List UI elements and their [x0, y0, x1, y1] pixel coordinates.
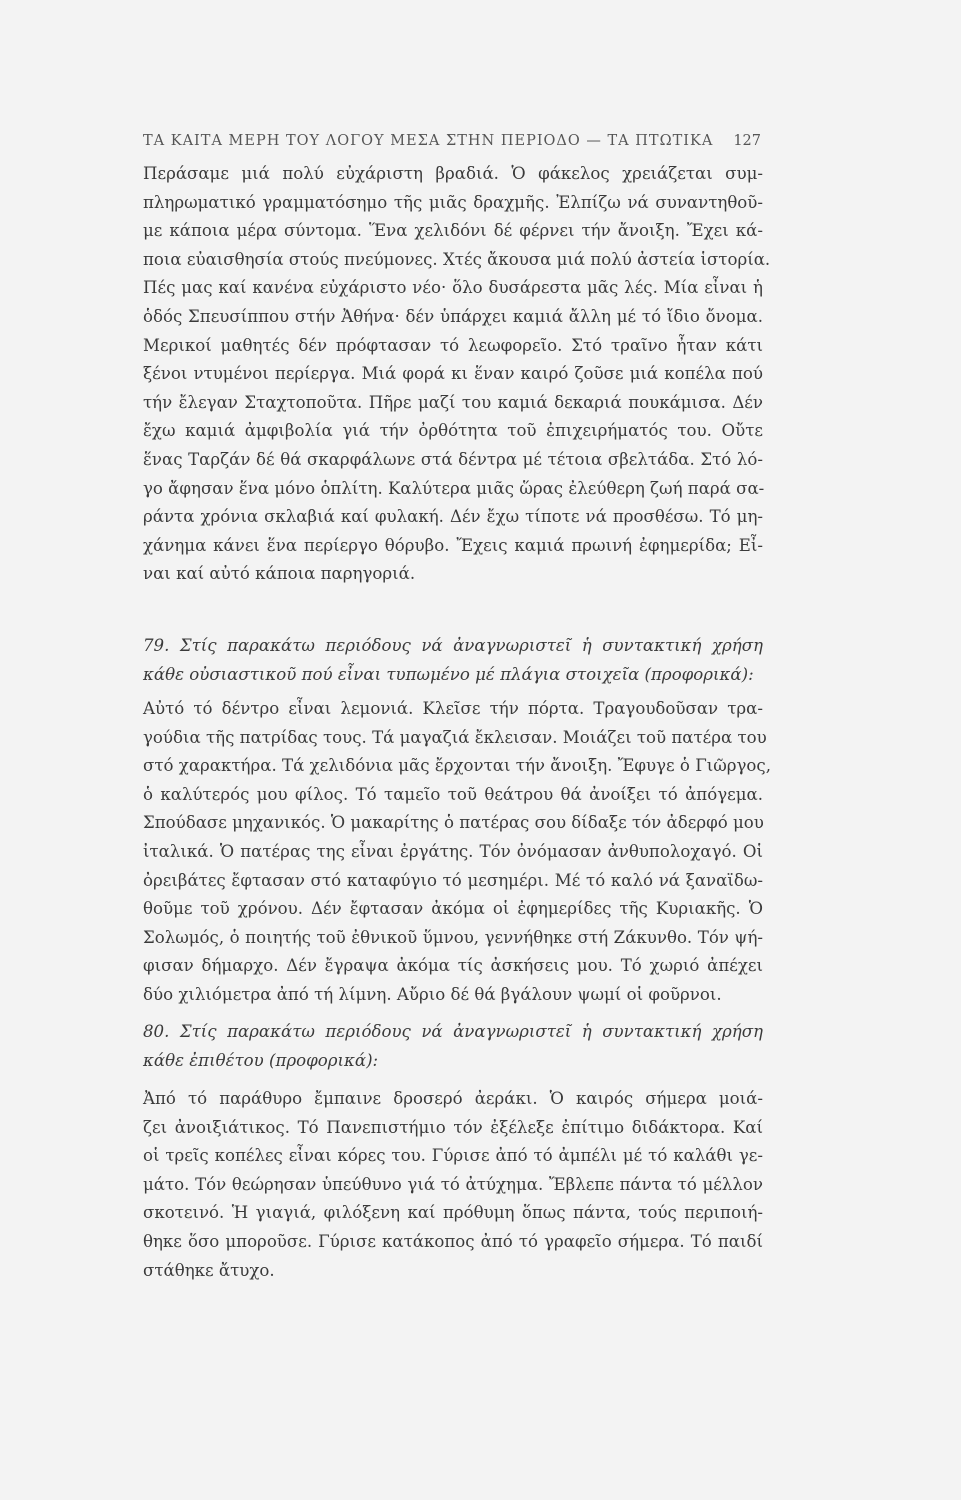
text-line: σκοτεινό. Ἡ γιαγιά, φιλόξενη καί πρόθυμη ὅπως πάντα, τούς περιποιή-	[143, 1203, 763, 1223]
running-header	[143, 133, 761, 149]
text-line: ὁδός Σπευσίππου στήν Ἀθήνα· δέν ὑπάρχει καμιά ἄλλη μέ τό ἴδιο ὄνομα.	[143, 306, 763, 326]
text-line: με κάποια μέρα σύντομα. Ἕνα χελιδόνι δέ φέρνει τήν ἄνοιξη. Ἔχει κά-	[143, 221, 763, 241]
exercise-79-heading	[143, 632, 763, 689]
text-line: Ἀπό τό παράθυρο ἔμπαινε δροσερό ἀεράκι. Ὁ καιρός σήμερα μοιά-	[143, 1089, 763, 1108]
text-line: φισαν δήμαρχο. Δέν ἔγραψα ἀκόμα τίς ἀσκήσεις μου. Τό χωριό ἀπέχει	[143, 956, 763, 976]
text-line: γο ἄφησαν ἕνα μόνο ὁπλίτη. Καλύτερα μιᾶς ὥρας ἐλεύθερη ζωή παρά σα-	[143, 478, 765, 498]
exercise-80-heading	[143, 1018, 763, 1075]
text-line: πληρωματικό γραμματόσημο τῆς μιᾶς δραχμῆς. Ἐλπίζω νά συναντηθοῦ-	[143, 192, 763, 212]
paragraph-intro	[143, 160, 771, 589]
text-line: θηκε ὅσο μποροῦσε. Γύρισε κατάκοπος ἀπό τό γραφεῖο σήμερα. Τό παιδί	[143, 1231, 763, 1251]
text-line: ἕνας Ταρζάν δέ θά σκαρφάλωνε στά δέντρα μέ τέτοια σβελτάδα. Στό λό-	[143, 449, 763, 469]
exercise-80-body	[143, 1085, 763, 1285]
text-line: ἰταλικά. Ὁ πατέρας της εἶναι ἐργάτης. Τόν ὀνόμασαν ἀνθυπολοχαγό. Οἱ	[143, 841, 763, 861]
text-line: ναι καί αὐτό κάποια παρηγοριά.	[143, 564, 416, 584]
text-line: Σολωμός, ὁ ποιητής τοῦ ἐθνικοῦ ὕμνου, γεννήθηκε στή Ζάκυνθο. Τόν ψή-	[143, 927, 763, 947]
text-line: ποια εὐαισθησία στούς πνεύμονες. Χτές ἄκουσα μιά πολύ ἀστεία ἱστορία.	[143, 249, 771, 269]
text-line: στάθηκε ἄτυχο.	[143, 1260, 275, 1280]
text-line: οἱ τρεῖς κοπέλες εἶναι κόρες του. Γύρισε ἀπό τό ἀμπέλι μέ τό καλάθι γε-	[143, 1146, 763, 1166]
heading-line: 79. Στίς παρακάτω περιόδους νά ἀναγνωριστεῖ ἡ συντακτική χρήση	[143, 636, 763, 655]
text-line: ὀρειβάτες ἔφτασαν στό καταφύγιο τό μεσημέρι. Μέ τό καλό νά ξαναϊδω-	[143, 870, 763, 890]
heading-line: 80. Στίς παρακάτω περιόδους νά ἀναγνωριστεῖ ἡ συντακτική χρήση	[143, 1022, 763, 1041]
text-line: Περάσαμε μιά πολύ εὐχάριστη βραδιά. Ὁ φάκελος χρειάζεται συμ-	[143, 164, 763, 183]
text-line: ξένοι ντυμένοι περίεργα. Μιά φορά κι ἕναν καιρό ζοῦσε μιά κοπέλα πού	[143, 364, 763, 384]
text-line: μάτο. Τόν θεώρησαν ὑπεύθυνο γιά τό ἀτύχημα. Ἔβλεπε πάντα τό μέλλον	[143, 1174, 763, 1194]
page-number: 127	[733, 133, 761, 149]
text-line: Πές μας καί κανένα εὐχάριστο νέο· ὅλο δυσάρεστα μᾶς λές. Μία εἶναι ἡ	[143, 278, 763, 298]
text-line: ὁ καλύτερός μου φίλος. Τό ταμεῖο τοῦ θεάτρου θά ἀνοίξει τό ἀπόγεμα.	[143, 784, 763, 804]
text-line: ἔχω καμιά ἀμφιβολία γιά τήν ὀρθότητα τοῦ ἐπιχειρήματός του. Οὔτε	[143, 421, 763, 441]
text-line: ζει ἀνοιξιάτικος. Τό Πανεπιστήμιο τόν ἐξέλεξε ἐπίτιμο διδάκτορα. Καί	[143, 1117, 763, 1137]
text-line: δύο χιλιόμετρα ἀπό τή λίμνη. Αὔριο δέ θά βγάλουν ψωμί οἱ φοῦρνοι.	[143, 984, 722, 1004]
text-line: θοῦμε τοῦ χρόνου. Δέν ἔφτασαν ἀκόμα οἱ ἐφημερίδες τῆς Κυριακῆς. Ὁ	[143, 899, 763, 919]
text-line: γούδια τῆς πατρίδας τους. Τά μαγαζιά ἔκλεισαν. Μοιάζει τοῦ πατέρα του	[143, 727, 767, 747]
text-line: τήν ἔλεγαν Σταχτοποῦτα. Πῆρε μαζί του καμιά δεκαριά πουκάμισα. Δέν	[143, 392, 763, 412]
text-line: στό χαρακτήρα. Τά χελιδόνια μᾶς ἔρχονται τήν ἄνοιξη. Ἔφυγε ὁ Γιῶργος,	[143, 756, 771, 776]
text-line: Αὐτό τό δέντρο εἶναι λεμονιά. Κλεῖσε τήν πόρτα. Τραγουδοῦσαν τρα-	[143, 699, 763, 718]
heading-line: κάθε οὐσιαστικοῦ πού εἶναι τυπωμένο μέ πλάγια στοιχεῖα (προφορικά):	[143, 664, 754, 684]
exercise-79-body	[143, 695, 771, 1010]
text-line: χάνημα κάνει ἕνα περίεργο θόρυβο. Ἔχεις καμιά πρωινή ἐφημερίδα; Εἶ-	[143, 535, 763, 555]
text-line: ράντα χρόνια σκλαβιά καί φυλακή. Δέν ἔχω τίποτε νά προσθέσω. Τό μη-	[143, 507, 763, 527]
running-title: ΤΑ ΚΑΙΤΑ ΜΕΡΗ ΤΟΥ ΛΟΓΟΥ ΜΕΣΑ ΣΤΗΝ ΠΕΡΙΟΔΟ — ΤΑ ΠΤΩΤΙΚΑ	[143, 133, 714, 149]
heading-line: κάθε ἐπιθέτου (προφορικά):	[143, 1050, 379, 1070]
text-line: Σπούδασε μηχανικός. Ὁ μακαρίτης ὁ πατέρας σου δίδαξε τόν ἀδερφό μου	[143, 813, 764, 833]
text-line: Μερικοί μαθητές δέν πρόφτασαν τό λεωφορεῖο. Στό τραῖνο ἦταν κάτι	[143, 335, 763, 355]
